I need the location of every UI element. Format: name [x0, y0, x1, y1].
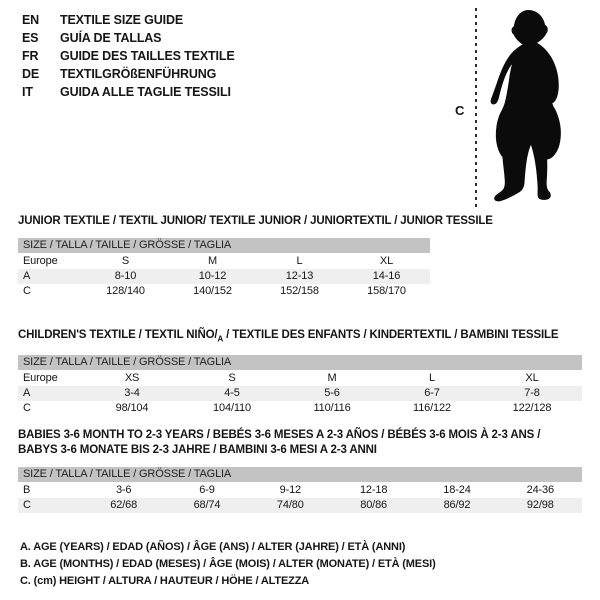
babies-table-section	[18, 428, 582, 513]
language-row-es	[22, 29, 235, 47]
table-cell: 110/116	[313, 402, 351, 415]
table-cell: 68/74	[193, 499, 221, 511]
table-title-line2: BABYS 3-6 MONATE BIS 2-3 JAHRE / BAMBINI 3-6 MESI A 2-3 ANNI	[18, 444, 377, 456]
table-cell: M	[327, 372, 337, 385]
language-row-fr	[22, 47, 235, 65]
footnote-c: C. (cm) HEIGHT / ALTURA / HAUTEUR / HÖHE / ALTEZZA	[20, 575, 310, 587]
table-cell: XS	[124, 372, 140, 385]
table-cell: 9-12	[279, 484, 302, 496]
table-cell: 24-36	[526, 484, 554, 496]
height-measure-dashed-line	[475, 8, 477, 207]
row-label: C	[23, 285, 31, 297]
table-title-subscript: A	[217, 334, 224, 344]
language-code: FR	[22, 49, 39, 63]
height-measure-label: C	[455, 103, 465, 118]
table-row	[18, 254, 430, 269]
language-label: TEXTILGRÖßENFÜHRUNG	[60, 67, 217, 81]
language-code: ES	[22, 31, 39, 45]
table-cell: 6-7	[424, 387, 440, 400]
language-label: TEXTILE SIZE GUIDE	[60, 13, 184, 27]
table-cell: 128/140	[106, 285, 145, 297]
children-table-section	[18, 328, 582, 416]
language-row-it	[22, 83, 235, 101]
table-cell: M	[207, 255, 217, 267]
table-cell: 92/98	[526, 499, 554, 511]
language-code: DE	[22, 67, 40, 81]
table-cell: 10-12	[198, 270, 227, 282]
language-code: EN	[22, 13, 40, 27]
table-title: JUNIOR TEXTILE / TEXTIL JUNIOR/ TEXTILE JUNIOR / JUNIORTEXTIL / JUNIOR TESSILE	[18, 215, 493, 227]
baby-silhouette-icon	[484, 6, 580, 206]
row-label: Europe	[23, 372, 58, 385]
row-label: B	[23, 484, 31, 496]
size-header-bar: SIZE / TALLA / TAILLE / GRÖSSE / TAGLIA	[18, 355, 582, 370]
table-row	[18, 284, 430, 299]
table-title	[18, 328, 582, 346]
table-row	[18, 483, 582, 498]
language-row-en	[22, 11, 235, 29]
row-label: C	[23, 499, 31, 511]
table-cell: 7-8	[524, 387, 540, 400]
table-cell: XL	[525, 372, 539, 385]
table-cell: XL	[379, 255, 394, 267]
size-header-bar: SIZE / TALLA / TAILLE / GRÖSSE / TAGLIA	[18, 238, 430, 253]
table-cell: 152/158	[280, 285, 319, 297]
table-cell: 140/152	[193, 285, 232, 297]
table-cell: 62/68	[110, 499, 138, 511]
row-label: Europe	[23, 255, 58, 267]
footnote-b: B. AGE (MONTHS) / EDAD (MESES) / ÂGE (MOIS) / ALTER (MONATE) / ETÀ (MESI)	[20, 558, 436, 570]
table-cell: 12-13	[285, 270, 314, 282]
language-title-list	[22, 11, 235, 101]
table-cell: 3-6	[115, 484, 132, 496]
table-cell: 18-24	[443, 484, 471, 496]
table-row	[18, 371, 582, 386]
table-cell: 5-6	[324, 387, 340, 400]
language-label: GUÍA DE TALLAS	[60, 31, 162, 45]
table-cell: 116/122	[413, 402, 451, 415]
table-row	[18, 269, 430, 284]
table-cell: 4-5	[224, 387, 240, 400]
table-cell: 86/92	[443, 499, 471, 511]
table-row	[18, 401, 582, 416]
table-cell: L	[429, 372, 435, 385]
babies-table-rows	[18, 483, 582, 513]
row-label: C	[23, 402, 31, 415]
table-cell: 74/80	[276, 499, 304, 511]
language-code: IT	[22, 85, 33, 99]
language-row-de	[22, 65, 235, 83]
table-cell: S	[228, 372, 236, 385]
table-row	[18, 386, 582, 401]
table-cell: 8-10	[114, 270, 137, 282]
junior-table-section	[18, 214, 493, 299]
table-title-text: CHILDREN'S TEXTILE / TEXTIL NIÑO/	[18, 329, 218, 341]
footnote-a: A. AGE (YEARS) / EDAD (AÑOS) / ÂGE (ANS) / ALTER (JAHRE) / ETÀ (ANNI)	[20, 541, 406, 553]
size-header-bar: SIZE / TALLA / TAILLE / GRÖSSE / TAGLIA	[18, 467, 582, 482]
row-label: A	[23, 387, 31, 400]
table-cell: 80/86	[360, 499, 388, 511]
table-cell: 98/104	[115, 402, 149, 415]
table-title-text: / TEXTILE DES ENFANTS / KINDERTEXTIL / BAMBINI TESSILE	[223, 329, 559, 341]
row-label: A	[23, 270, 31, 282]
language-label: GUIDA ALLE TAGLIE TESSILI	[60, 85, 231, 99]
table-cell: 122/128	[512, 402, 552, 415]
language-label: GUIDE DES TAILLES TEXTILE	[60, 49, 235, 63]
table-cell: 14-16	[372, 270, 401, 282]
table-cell: 3-4	[124, 387, 140, 400]
footnotes	[20, 539, 436, 590]
table-cell: S	[121, 255, 130, 267]
table-cell: 12-18	[359, 484, 388, 496]
children-table-rows	[18, 371, 582, 416]
table-cell: 104/110	[213, 402, 251, 415]
table-row	[18, 498, 582, 513]
table-title: BABIES 3-6 MONTH TO 2-3 YEARS / BEBÉS 3-6 MESES A 2-3 AÑOS / BÉBÉS 3-6 MOIS À 2-3 ANS /	[18, 429, 541, 441]
table-cell: L	[296, 255, 303, 267]
table-cell: 158/170	[367, 285, 406, 297]
table-cell: 6-9	[199, 484, 215, 496]
junior-table-rows	[18, 254, 430, 299]
